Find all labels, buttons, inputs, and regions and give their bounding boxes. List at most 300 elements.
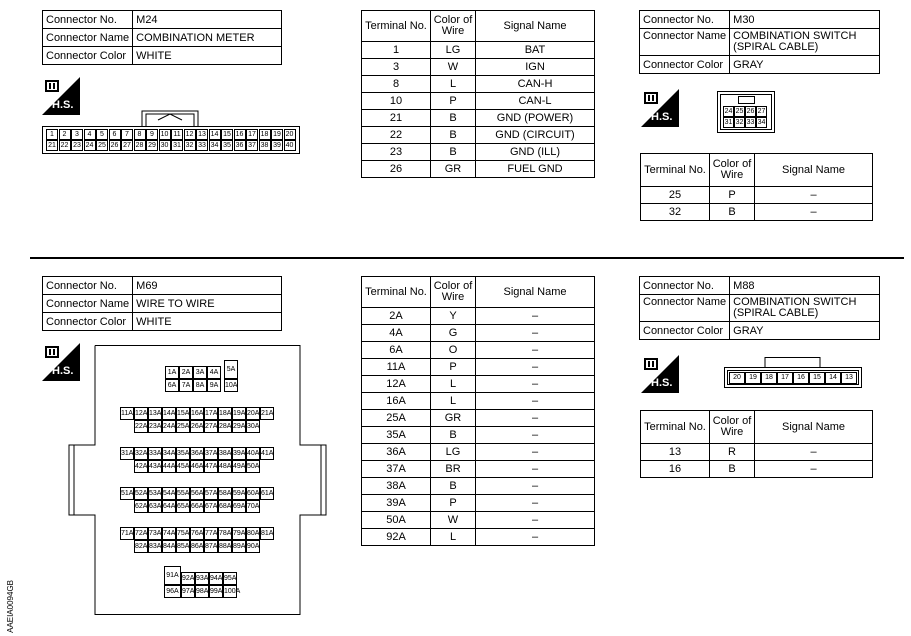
m30-terminal-table bbox=[640, 153, 873, 221]
cavity-cell: 59A bbox=[232, 487, 246, 500]
table-row bbox=[641, 204, 873, 221]
signal-name-cell: – bbox=[476, 529, 595, 546]
header-signal-name: Signal Name bbox=[755, 154, 873, 187]
wire-color-cell: B bbox=[431, 127, 476, 144]
cavity-cell: 40A bbox=[246, 447, 260, 460]
cavity-cell: 24A bbox=[162, 420, 176, 433]
table-row bbox=[362, 59, 595, 76]
pin-cell: 25 bbox=[735, 108, 744, 115]
cavity-cell: 68A bbox=[218, 500, 232, 513]
cavity-cell: 42A bbox=[134, 460, 148, 473]
cavity-cell: 56A bbox=[190, 487, 204, 500]
header-terminal-no: Terminal No. bbox=[641, 411, 710, 444]
cavity-cell: 15A bbox=[176, 407, 190, 420]
wire-color-cell: W bbox=[431, 512, 476, 529]
cavity-cell: 29A bbox=[232, 420, 246, 433]
header-signal-name: Signal Name bbox=[755, 411, 873, 444]
pin-cell: 19 bbox=[745, 372, 761, 384]
pin-cell: 26 bbox=[746, 108, 755, 115]
cavity-cell: 76A bbox=[190, 527, 204, 540]
cavity-cell: 4A bbox=[207, 366, 221, 379]
terminal-no-cell: 38A bbox=[362, 478, 431, 495]
wire-color-cell: B bbox=[710, 204, 755, 221]
m24-connector-no: M24 bbox=[133, 11, 282, 29]
cavity-cell: 37A bbox=[204, 447, 218, 460]
table-row bbox=[362, 512, 595, 529]
cavity-cell: 31A bbox=[120, 447, 134, 460]
cavity-cell: 49A bbox=[232, 460, 246, 473]
pin-cell: 34 bbox=[757, 119, 766, 126]
table-row bbox=[362, 359, 595, 376]
table-row bbox=[362, 393, 595, 410]
pin-cell: 40 bbox=[284, 140, 296, 151]
wire-color-cell: LG bbox=[431, 444, 476, 461]
wire-color-cell: L bbox=[431, 76, 476, 93]
cavity-cell: 64A bbox=[162, 500, 176, 513]
signal-name-cell: CAN-H bbox=[476, 76, 595, 93]
pin-cell: 26 bbox=[109, 140, 121, 151]
pin-cell: 27 bbox=[121, 140, 133, 151]
cavity-cell: 20A bbox=[246, 407, 260, 420]
cavity-cell: 39A bbox=[232, 447, 246, 460]
cavity-cell: 71A bbox=[120, 527, 134, 540]
table-row bbox=[641, 461, 873, 478]
terminal-no-cell: 92A bbox=[362, 529, 431, 546]
cavity-cell: 13A bbox=[148, 407, 162, 420]
wire-color-cell: GR bbox=[431, 410, 476, 427]
wire-color-cell: R bbox=[710, 444, 755, 461]
pin-cell: 24 bbox=[84, 140, 96, 151]
m69-connector-name: WIRE TO WIRE bbox=[133, 295, 282, 313]
pin-cell: 5 bbox=[96, 129, 108, 140]
terminal-no-cell: 23 bbox=[362, 144, 431, 161]
signal-name-cell: – bbox=[476, 427, 595, 444]
terminal-no-cell: 6A bbox=[362, 342, 431, 359]
terminal-no-cell: 22 bbox=[362, 127, 431, 144]
pin-cell: 36 bbox=[234, 140, 246, 151]
label-connector-no: Connector No. bbox=[640, 11, 730, 29]
section-divider bbox=[30, 257, 904, 259]
cavity-cell: 23A bbox=[148, 420, 162, 433]
pin-cell: 4 bbox=[84, 129, 96, 140]
pin-cell: 16 bbox=[793, 372, 809, 384]
cavity-cell: 8A bbox=[193, 379, 207, 392]
table-row bbox=[362, 495, 595, 512]
wire-color-cell: P bbox=[710, 187, 755, 204]
terminal-no-cell: 1 bbox=[362, 42, 431, 59]
header-terminal-no: Terminal No. bbox=[362, 277, 431, 308]
cavity-cell: 69A bbox=[232, 500, 246, 513]
cavity-cell: 21A bbox=[260, 407, 274, 420]
terminal-no-cell: 21 bbox=[362, 110, 431, 127]
wire-color-cell: BR bbox=[431, 461, 476, 478]
cavity-cell: 77A bbox=[204, 527, 218, 540]
table-row bbox=[362, 376, 595, 393]
pin-cell: 14 bbox=[825, 372, 841, 384]
table-row bbox=[362, 110, 595, 127]
pin-cell: 8 bbox=[134, 129, 146, 140]
terminal-no-cell: 32 bbox=[641, 204, 710, 221]
terminal-no-cell: 8 bbox=[362, 76, 431, 93]
wire-color-cell: Y bbox=[431, 308, 476, 325]
cavity-cell: 5A bbox=[224, 360, 238, 379]
signal-name-cell: IGN bbox=[476, 59, 595, 76]
pin-cell: 10 bbox=[159, 129, 171, 140]
table-row bbox=[362, 144, 595, 161]
label-connector-name: Connector Name bbox=[640, 295, 730, 322]
wire-color-cell: O bbox=[431, 342, 476, 359]
header-terminal-no: Terminal No. bbox=[362, 11, 431, 42]
cavity-cell: 98A bbox=[195, 585, 209, 598]
m24-terminal-table bbox=[361, 10, 595, 178]
table-row bbox=[362, 161, 595, 178]
m88-connector-no: M88 bbox=[730, 277, 880, 295]
wire-color-cell: L bbox=[431, 376, 476, 393]
table-row bbox=[641, 444, 873, 461]
cavity-cell: 35A bbox=[176, 447, 190, 460]
cavity-cell: 84A bbox=[162, 540, 176, 553]
terminal-no-cell: 12A bbox=[362, 376, 431, 393]
pin-cell: 7 bbox=[121, 129, 133, 140]
m88-info-table bbox=[639, 276, 880, 340]
m30-info-table bbox=[639, 10, 880, 74]
pin-cell: 20 bbox=[284, 129, 296, 140]
pin-cell: 37 bbox=[246, 140, 258, 151]
cavity-cell: 9A bbox=[207, 379, 221, 392]
signal-name-cell: – bbox=[476, 359, 595, 376]
cavity-cell: 3A bbox=[193, 366, 207, 379]
label-connector-no: Connector No. bbox=[43, 277, 133, 295]
cavity-cell: 6A bbox=[165, 379, 179, 392]
cavity-cell: 74A bbox=[162, 527, 176, 540]
pin-cell: 12 bbox=[184, 129, 196, 140]
signal-name-cell: – bbox=[476, 308, 595, 325]
pin-cell: 28 bbox=[134, 140, 146, 151]
wire-color-cell: L bbox=[431, 393, 476, 410]
signal-name-cell: – bbox=[476, 393, 595, 410]
terminal-no-cell: 13 bbox=[641, 444, 710, 461]
cavity-cell: 12A bbox=[134, 407, 148, 420]
pin-cell: 27 bbox=[757, 108, 766, 115]
cavity-cell: 55A bbox=[176, 487, 190, 500]
terminal-no-cell: 25 bbox=[641, 187, 710, 204]
terminal-no-cell: 10 bbox=[362, 93, 431, 110]
cavity-cell: 91A bbox=[164, 566, 181, 585]
label-connector-color: Connector Color bbox=[640, 322, 730, 340]
cavity-cell: 66A bbox=[190, 500, 204, 513]
pin-cell: 39 bbox=[271, 140, 283, 151]
wire-color-cell: LG bbox=[431, 42, 476, 59]
cavity-cell: 86A bbox=[190, 540, 204, 553]
signal-name-cell: – bbox=[755, 461, 873, 478]
pin-cell: 32 bbox=[735, 119, 744, 126]
pin-cell: 14 bbox=[209, 129, 221, 140]
cavity-cell: 81A bbox=[260, 527, 274, 540]
signal-name-cell: GND (ILL) bbox=[476, 144, 595, 161]
signal-name-cell: – bbox=[755, 187, 873, 204]
terminal-no-cell: 26 bbox=[362, 161, 431, 178]
pin-cell: 22 bbox=[59, 140, 71, 151]
cavity-cell: 25A bbox=[176, 420, 190, 433]
pin-cell: 18 bbox=[761, 372, 777, 384]
label-connector-name: Connector Name bbox=[640, 29, 730, 56]
label-connector-color: Connector Color bbox=[43, 313, 133, 331]
signal-name-cell: BAT bbox=[476, 42, 595, 59]
cavity-cell: 75A bbox=[176, 527, 190, 540]
terminal-no-cell: 4A bbox=[362, 325, 431, 342]
pin-cell: 16 bbox=[234, 129, 246, 140]
cavity-cell: 32A bbox=[134, 447, 148, 460]
m69-terminal-table bbox=[361, 276, 595, 546]
cavity-cell: 85A bbox=[176, 540, 190, 553]
terminal-no-cell: 37A bbox=[362, 461, 431, 478]
label-connector-name: Connector Name bbox=[43, 295, 133, 313]
signal-name-cell: CAN-L bbox=[476, 93, 595, 110]
cavity-cell: 70A bbox=[246, 500, 260, 513]
terminal-no-cell: 36A bbox=[362, 444, 431, 461]
cavity-cell: 47A bbox=[204, 460, 218, 473]
wire-color-cell: GR bbox=[431, 161, 476, 178]
terminal-no-cell: 16A bbox=[362, 393, 431, 410]
cavity-cell: 96A bbox=[164, 585, 181, 598]
m30-connector-diagram bbox=[717, 91, 775, 133]
header-color-of-wire: Color of Wire bbox=[431, 11, 476, 42]
cavity-cell: 95A bbox=[223, 572, 237, 585]
signal-name-cell: – bbox=[755, 444, 873, 461]
m30-connector-no: M30 bbox=[730, 11, 880, 29]
cavity-cell: 89A bbox=[232, 540, 246, 553]
cavity-cell: 27A bbox=[204, 420, 218, 433]
m69-connector-no: M69 bbox=[133, 277, 282, 295]
signal-name-cell: GND (CIRCUIT) bbox=[476, 127, 595, 144]
pin-cell: 33 bbox=[746, 119, 755, 126]
wire-color-cell: B bbox=[431, 478, 476, 495]
label-connector-color: Connector Color bbox=[43, 47, 133, 65]
pin-cell: 17 bbox=[246, 129, 258, 140]
cavity-cell: 82A bbox=[134, 540, 148, 553]
cavity-cell: 93A bbox=[195, 572, 209, 585]
cavity-cell: 92A bbox=[181, 572, 195, 585]
m30-connector-color: GRAY bbox=[730, 56, 880, 74]
cavity-cell: 50A bbox=[246, 460, 260, 473]
cavity-cell: 28A bbox=[218, 420, 232, 433]
table-row bbox=[362, 529, 595, 546]
cavity-cell: 63A bbox=[148, 500, 162, 513]
pin-cell: 15 bbox=[809, 372, 825, 384]
cavity-cell: 79A bbox=[232, 527, 246, 540]
table-row bbox=[362, 461, 595, 478]
cavity-cell: 2A bbox=[179, 366, 193, 379]
header-terminal-no: Terminal No. bbox=[641, 154, 710, 187]
cavity-cell: 33A bbox=[148, 447, 162, 460]
pin-cell: 30 bbox=[159, 140, 171, 151]
header-signal-name: Signal Name bbox=[476, 277, 595, 308]
cavity-cell: 34A bbox=[162, 447, 176, 460]
cavity-cell: 54A bbox=[162, 487, 176, 500]
hs-label: H.S. bbox=[651, 377, 673, 389]
m24-connector-diagram bbox=[42, 108, 300, 154]
pin-cell: 23 bbox=[71, 140, 83, 151]
cavity-cell: 44A bbox=[162, 460, 176, 473]
terminal-no-cell: 25A bbox=[362, 410, 431, 427]
header-color-of-wire: Color of Wire bbox=[431, 277, 476, 308]
pin-cell: 20 bbox=[729, 372, 745, 384]
cavity-cell: 83A bbox=[148, 540, 162, 553]
hs-icon bbox=[641, 89, 679, 127]
terminal-no-cell: 39A bbox=[362, 495, 431, 512]
m88-connector-diagram bbox=[724, 357, 862, 388]
terminal-no-cell: 3 bbox=[362, 59, 431, 76]
m24-info-table bbox=[42, 10, 282, 65]
cavity-cell: 53A bbox=[148, 487, 162, 500]
wire-color-cell: B bbox=[710, 461, 755, 478]
cavity-cell: 52A bbox=[134, 487, 148, 500]
m88-terminal-table bbox=[640, 410, 873, 478]
table-row bbox=[362, 42, 595, 59]
pin-cell: 17 bbox=[777, 372, 793, 384]
cavity-cell: 62A bbox=[134, 500, 148, 513]
pin-cell: 24 bbox=[724, 108, 733, 115]
cavity-cell: 94A bbox=[209, 572, 223, 585]
wire-color-cell: P bbox=[431, 495, 476, 512]
signal-name-cell: – bbox=[476, 342, 595, 359]
cavity-cell: 41A bbox=[260, 447, 274, 460]
hs-label: H.S. bbox=[52, 365, 74, 377]
cavity-cell: 73A bbox=[148, 527, 162, 540]
cavity-cell: 22A bbox=[134, 420, 148, 433]
cavity-cell: 30A bbox=[246, 420, 260, 433]
wire-color-cell: P bbox=[431, 93, 476, 110]
table-row bbox=[362, 93, 595, 110]
table-row bbox=[362, 444, 595, 461]
pin-cell: 31 bbox=[171, 140, 183, 151]
pin-cell: 2 bbox=[59, 129, 71, 140]
label-connector-color: Connector Color bbox=[640, 56, 730, 74]
cavity-cell: 14A bbox=[162, 407, 176, 420]
cavity-cell: 10A bbox=[224, 379, 238, 392]
cavity-cell: 26A bbox=[190, 420, 204, 433]
pin-cell: 19 bbox=[271, 129, 283, 140]
m69-connector-diagram bbox=[68, 345, 328, 615]
cavity-cell: 57A bbox=[204, 487, 218, 500]
signal-name-cell: – bbox=[476, 461, 595, 478]
cavity-cell: 61A bbox=[260, 487, 274, 500]
cavity-cell: 78A bbox=[218, 527, 232, 540]
label-connector-name: Connector Name bbox=[43, 29, 133, 47]
cavity-cell: 60A bbox=[246, 487, 260, 500]
label-connector-no: Connector No. bbox=[43, 11, 133, 29]
cavity-cell: 18A bbox=[218, 407, 232, 420]
pin-cell: 13 bbox=[196, 129, 208, 140]
cavity-cell: 45A bbox=[176, 460, 190, 473]
cavity-cell: 51A bbox=[120, 487, 134, 500]
m69-info-table bbox=[42, 276, 282, 331]
signal-name-cell: – bbox=[476, 512, 595, 529]
table-row bbox=[362, 325, 595, 342]
cavity-cell: 99A bbox=[209, 585, 223, 598]
signal-name-cell: – bbox=[476, 478, 595, 495]
hs-icon bbox=[641, 355, 679, 393]
pin-cell: 9 bbox=[146, 129, 158, 140]
signal-name-cell: – bbox=[476, 495, 595, 512]
cavity-cell: 36A bbox=[190, 447, 204, 460]
cavity-cell: 48A bbox=[218, 460, 232, 473]
m24-connector-color: WHITE bbox=[133, 47, 282, 65]
terminal-no-cell: 16 bbox=[641, 461, 710, 478]
table-row bbox=[362, 76, 595, 93]
pin-cell: 11 bbox=[171, 129, 183, 140]
signal-name-cell: FUEL GND bbox=[476, 161, 595, 178]
wire-color-cell: P bbox=[431, 359, 476, 376]
cavity-cell: 17A bbox=[204, 407, 218, 420]
cavity-cell: 97A bbox=[181, 585, 195, 598]
cavity-cell: 72A bbox=[134, 527, 148, 540]
cavity-cell: 65A bbox=[176, 500, 190, 513]
wire-color-cell: B bbox=[431, 427, 476, 444]
cavity-cell: 7A bbox=[179, 379, 193, 392]
terminal-no-cell: 50A bbox=[362, 512, 431, 529]
pin-cell: 35 bbox=[221, 140, 233, 151]
m30-connector-name: COMBINATION SWITCH (SPIRAL CABLE) bbox=[730, 29, 880, 56]
m24-connector-name: COMBINATION METER bbox=[133, 29, 282, 47]
wire-color-cell: L bbox=[431, 529, 476, 546]
table-row bbox=[641, 187, 873, 204]
m88-connector-color: GRAY bbox=[730, 322, 880, 340]
signal-name-cell: GND (POWER) bbox=[476, 110, 595, 127]
cavity-cell: 19A bbox=[232, 407, 246, 420]
header-color-of-wire: Color of Wire bbox=[710, 154, 755, 187]
terminal-no-cell: 35A bbox=[362, 427, 431, 444]
signal-name-cell: – bbox=[476, 325, 595, 342]
cavity-cell: 87A bbox=[204, 540, 218, 553]
pin-cell: 18 bbox=[259, 129, 271, 140]
signal-name-cell: – bbox=[476, 444, 595, 461]
cavity-cell: 38A bbox=[218, 447, 232, 460]
wire-color-cell: B bbox=[431, 144, 476, 161]
pin-cell: 15 bbox=[221, 129, 233, 140]
cavity-cell: 11A bbox=[120, 407, 134, 420]
pin-cell: 1 bbox=[46, 129, 58, 140]
m69-connector-color: WHITE bbox=[133, 313, 282, 331]
pin-cell: 34 bbox=[209, 140, 221, 151]
pin-cell: 31 bbox=[724, 119, 733, 126]
cavity-cell: 80A bbox=[246, 527, 260, 540]
m88-connector-name: COMBINATION SWITCH (SPIRAL CABLE) bbox=[730, 295, 880, 322]
wire-color-cell: G bbox=[431, 325, 476, 342]
pin-cell: 29 bbox=[146, 140, 158, 151]
hs-label: H.S. bbox=[651, 111, 673, 123]
pin-cell: 32 bbox=[184, 140, 196, 151]
hs-label: H.S. bbox=[52, 99, 74, 111]
cavity-cell: 88A bbox=[218, 540, 232, 553]
table-row bbox=[362, 478, 595, 495]
figure-code: AAEIA0094GB bbox=[6, 580, 15, 633]
table-row bbox=[362, 308, 595, 325]
pin-cell: 13 bbox=[841, 372, 857, 384]
cavity-cell: 100A bbox=[223, 585, 237, 598]
pin-cell: 6 bbox=[109, 129, 121, 140]
terminal-no-cell: 11A bbox=[362, 359, 431, 376]
pin-cell: 3 bbox=[71, 129, 83, 140]
cavity-cell: 90A bbox=[246, 540, 260, 553]
cavity-cell: 1A bbox=[165, 366, 179, 379]
cavity-cell: 46A bbox=[190, 460, 204, 473]
cavity-cell: 67A bbox=[204, 500, 218, 513]
table-row bbox=[362, 127, 595, 144]
wire-color-cell: B bbox=[431, 110, 476, 127]
signal-name-cell: – bbox=[476, 410, 595, 427]
pin-cell: 38 bbox=[259, 140, 271, 151]
